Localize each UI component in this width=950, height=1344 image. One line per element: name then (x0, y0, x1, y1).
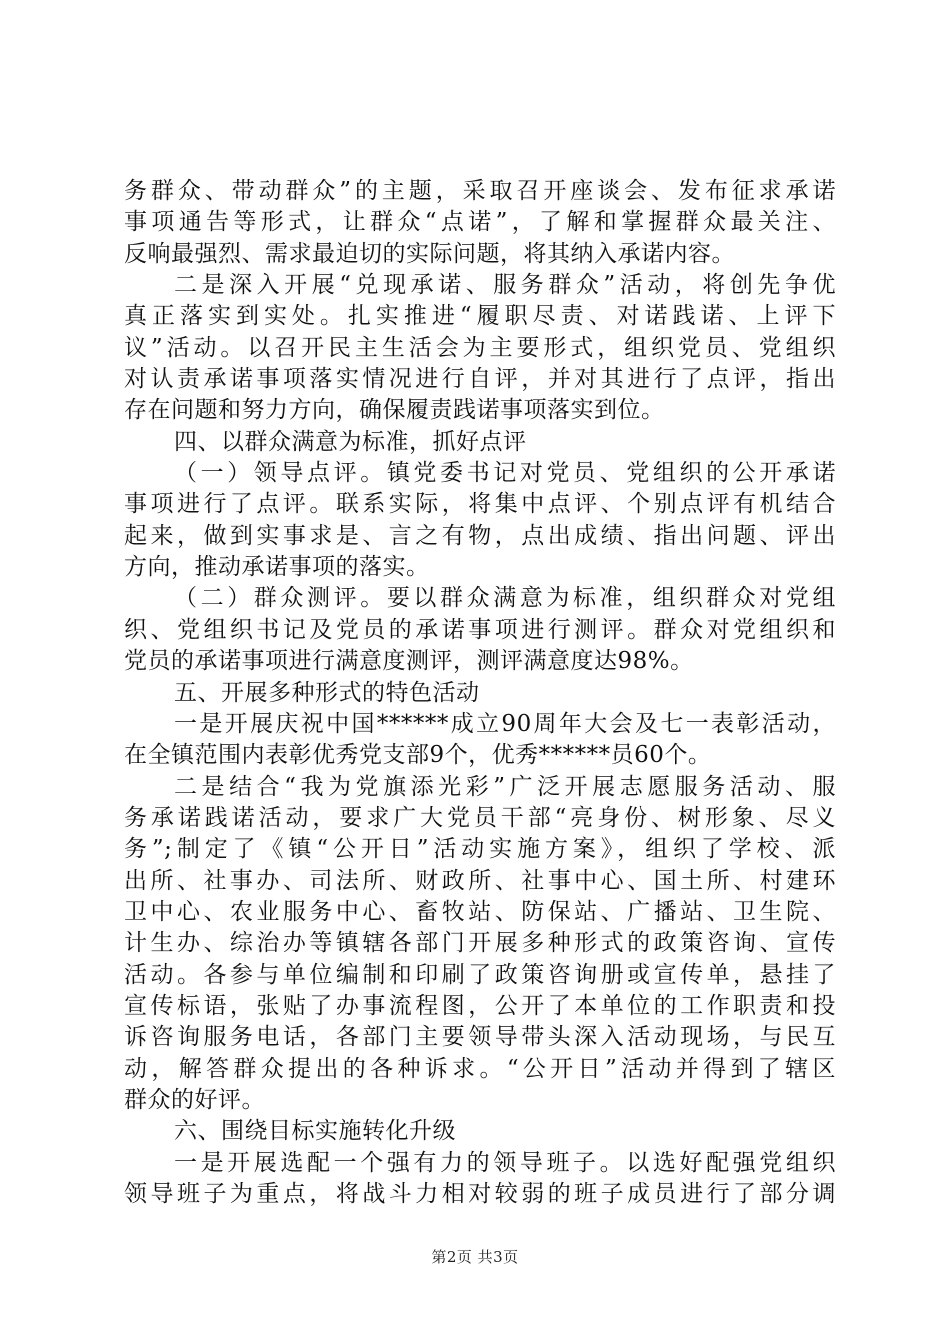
text-line: 六、围绕目标实施转化升级 (174, 1118, 456, 1145)
text-line: 动，解答群众提出的各种诉求。“公开日”活动并得到了辖区 (124, 1055, 836, 1082)
text-line: 计生办、综治办等镇辖各部门开展多种形式的政策咨询、宣传 (124, 930, 836, 957)
text-line: 事项进行了点评。联系实际，将集中点评、个别点评有机结合 (124, 491, 836, 518)
text-line: 四、以群众满意为标准，抓好点评 (174, 428, 527, 455)
text-line: 五、开展多种形式的特色活动 (174, 679, 480, 706)
text-line: 务”;制定了《镇“公开日”活动实施方案》，组织了学校、派 (124, 836, 836, 863)
text-line: 二是深入开展“兑现承诺、服务群众”活动，将创先争优 (174, 272, 836, 299)
text-line: （一）领导点评。镇党委书记对党员、党组织的公开承诺 (174, 460, 836, 487)
text-line: 出所、社事办、司法所、财政所、社事中心、国土所、村建环 (124, 867, 836, 894)
text-line: 二是结合“我为党旗添光彩”广泛开展志愿服务活动、服 (174, 773, 836, 800)
page-footer: 第2页 共3页 (431, 1248, 519, 1266)
text-line: 活动。各参与单位编制和印刷了政策咨询册或宣传单，悬挂了 (124, 961, 836, 988)
text-line: 起来，做到实事求是、言之有物，点出成绩、指出问题、评出 (124, 522, 836, 549)
text-line: 宣传标语，张贴了办事流程图，公开了本单位的工作职责和投 (124, 992, 836, 1019)
text-line: 对认责承诺事项落实情况进行自评，并对其进行了点评，指出 (124, 366, 836, 393)
text-line: 方向，推动承诺事项的落实。 (124, 554, 430, 581)
text-line: 领导班子为重点，将战斗力相对较弱的班子成员进行了部分调 (124, 1181, 836, 1207)
text-line: 事项通告等形式，让群众“点诺”，了解和掌握群众最关注、 (124, 209, 836, 236)
text-line: 务群众、带动群众”的主题，采取召开座谈会、发布征求承诺 (124, 178, 836, 204)
text-line: 存在问题和努力方向，确保履责践诺事项落实到位。 (124, 397, 665, 424)
text-line: 卫中心、农业服务中心、畜牧站、防保站、广播站、卫生院、 (124, 898, 836, 925)
text-line: 诉咨询服务电话，各部门主要领导带头深入活动现场，与民互 (124, 1024, 836, 1051)
text-line: 真正落实到实处。扎实推进“履职尽责、对诺践诺、上评下 (124, 303, 836, 330)
document-body (124, 176, 836, 1210)
text-line: 一是开展选配一个强有力的领导班子。以选好配强党组织 (174, 1149, 836, 1176)
text-line: 群众的好评。 (124, 1086, 265, 1113)
text-line: （二）群众测评。要以群众满意为标准，组织群众对党组 (174, 585, 836, 612)
text-line: 织、党组织书记及党员的承诺事项进行测评。群众对党组织和 (124, 616, 836, 643)
text-line: 务承诺践诺活动，要求广大党员干部“亮身份、树形象、尽义 (124, 804, 836, 831)
text-line: 议”活动。以召开民主生活会为主要形式，组织党员、党组织 (124, 334, 836, 361)
text-line: 在全镇范围内表彰优秀党支部9个，优秀******员60个。 (124, 742, 712, 769)
text-line: 党员的承诺事项进行满意度测评，测评满意度达98%。 (124, 648, 694, 675)
text-line: 反响最强烈、需求最迫切的实际问题，将其纳入承诺内容。 (124, 240, 735, 267)
text-line: 一是开展庆祝中国******成立90周年大会及七一表彰活动， (174, 710, 836, 737)
